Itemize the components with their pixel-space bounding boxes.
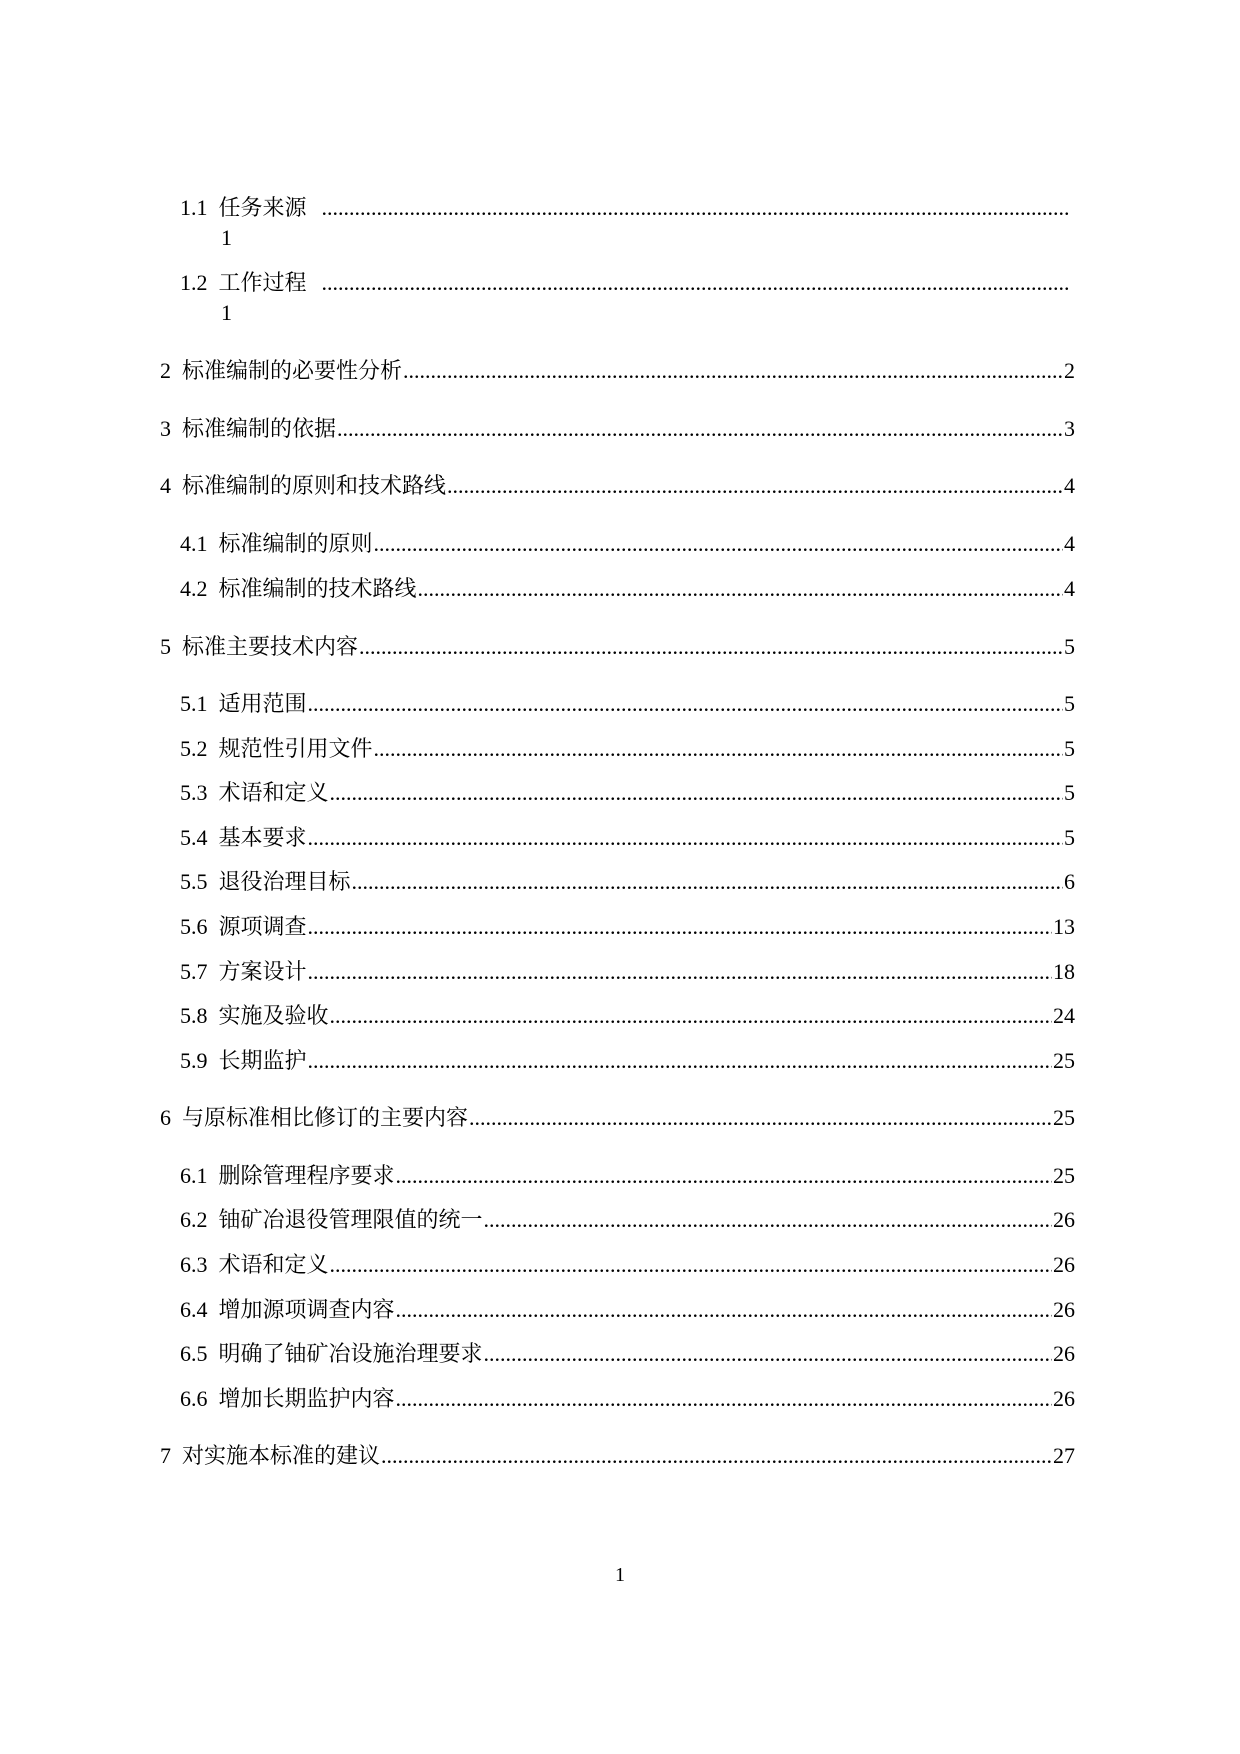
- toc-entry-title: 与原标准相比修订的主要内容: [182, 1105, 469, 1130]
- toc-entry-number: 6.1: [180, 1163, 208, 1188]
- toc-entry-page: 5: [1064, 825, 1075, 850]
- toc-entry-number: 6.2: [180, 1207, 208, 1232]
- toc-entry-5-2[interactable]: [180, 734, 1075, 764]
- toc-entry-page: 5: [1064, 780, 1075, 805]
- toc-entry-number: 5.7: [180, 959, 208, 984]
- toc-entry-6-4[interactable]: [180, 1295, 1075, 1325]
- toc-entry-number: 1.1: [180, 195, 208, 220]
- toc-entry-number: 5.4: [180, 825, 208, 850]
- toc-leader-dots: [374, 734, 1063, 764]
- toc-entry-page: 18: [1053, 959, 1075, 984]
- toc-entry-page: 5: [1064, 634, 1075, 659]
- toc-entry-4-1[interactable]: [180, 529, 1075, 559]
- toc-entry-5[interactable]: [160, 632, 1075, 662]
- toc-entry-page: 6: [1064, 869, 1075, 894]
- toc-leader-dots: [396, 1295, 1052, 1325]
- toc-entry-number: 4.2: [180, 576, 208, 601]
- toc-leader-dots: [322, 193, 1069, 223]
- toc-entry-3[interactable]: [160, 414, 1075, 444]
- toc-entry-number: 5.5: [180, 869, 208, 894]
- toc-entry-page: 26: [1053, 1341, 1075, 1366]
- toc-entry-title: 铀矿冶退役管理限值的统一: [218, 1207, 483, 1232]
- toc-entry-title: 长期监护: [218, 1048, 307, 1073]
- toc-entry-number: 5: [160, 634, 171, 659]
- toc-entry-number: 6.5: [180, 1341, 208, 1366]
- toc-entry-title: 增加长期监护内容: [218, 1386, 395, 1411]
- toc-entry-title: 删除管理程序要求: [218, 1163, 395, 1188]
- toc-entry-page: 24: [1053, 1003, 1075, 1028]
- toc-entry-page: 25: [1053, 1048, 1075, 1073]
- toc-entry-title: 方案设计: [218, 959, 307, 984]
- toc-entry-5-3[interactable]: [180, 778, 1075, 808]
- toc-leader-dots: [418, 574, 1063, 604]
- toc-entry-title: 工作过程: [218, 270, 307, 295]
- toc-entry-1-1[interactable]: [180, 193, 1070, 253]
- toc-entry-4[interactable]: [160, 471, 1075, 501]
- toc-leader-dots: [359, 632, 1063, 662]
- toc-entry-page: 26: [1053, 1252, 1075, 1277]
- toc-entry-page: 26: [1053, 1297, 1075, 1322]
- toc-entry-5-7[interactable]: [180, 957, 1075, 987]
- toc-leader-dots: [447, 471, 1063, 501]
- toc-entry-page: 25: [1053, 1163, 1075, 1188]
- toc-entry-page: 13: [1053, 914, 1075, 939]
- toc-entry-page: 4: [1064, 576, 1075, 601]
- toc-entry-page: 5: [1064, 736, 1075, 761]
- toc-entry-6[interactable]: [160, 1103, 1075, 1133]
- toc-entry-number: 6.6: [180, 1386, 208, 1411]
- toc-entry-1-2[interactable]: [180, 268, 1070, 328]
- toc-entry-page: 25: [1053, 1105, 1075, 1130]
- toc-entry-number: 4: [160, 473, 171, 498]
- toc-leader-dots: [322, 268, 1069, 298]
- toc-entry-title: 术语和定义: [218, 780, 329, 805]
- toc-leader-dots: [352, 867, 1063, 897]
- toc-entry-title: 实施及验收: [218, 1003, 329, 1028]
- toc-entry-title: 对实施本标准的建议: [182, 1443, 381, 1468]
- toc-entry-title: 规范性引用文件: [218, 736, 373, 761]
- toc-leader-dots: [484, 1205, 1052, 1235]
- toc-leader-dots: [330, 1250, 1052, 1280]
- toc-leader-dots: [330, 778, 1063, 808]
- toc-entry-title: 标准编制的技术路线: [218, 576, 417, 601]
- toc-entry-6-5[interactable]: [180, 1339, 1075, 1369]
- toc-entry-number: 6.3: [180, 1252, 208, 1277]
- toc-entry-6-3[interactable]: [180, 1250, 1075, 1280]
- toc-entry-title: 标准主要技术内容: [182, 634, 359, 659]
- toc-entry-title: 任务来源: [218, 195, 307, 220]
- toc-leader-dots: [308, 1046, 1052, 1076]
- toc-entry-page: 4: [1064, 531, 1075, 556]
- toc-entry-5-6[interactable]: [180, 912, 1075, 942]
- toc-entry-page: 3: [1064, 416, 1075, 441]
- toc-entry-number: 1.2: [180, 270, 208, 295]
- toc-leader-dots: [337, 414, 1063, 444]
- toc-leader-dots: [308, 957, 1052, 987]
- toc-entry-5-5[interactable]: [180, 867, 1075, 897]
- toc-entry-6-2[interactable]: [180, 1205, 1075, 1235]
- toc-leader-dots: [308, 823, 1063, 853]
- toc-entry-page: 4: [1064, 473, 1075, 498]
- toc-entry-2[interactable]: [160, 356, 1075, 386]
- toc-entry-number: 7: [160, 1443, 171, 1468]
- toc-entry-5-1[interactable]: [180, 689, 1075, 719]
- toc-entry-title: 术语和定义: [218, 1252, 329, 1277]
- toc-entry-5-9[interactable]: [180, 1046, 1075, 1076]
- toc-leader-dots: [396, 1384, 1052, 1414]
- toc-entry-title: 源项调查: [218, 914, 307, 939]
- toc-entry-page: 1: [221, 225, 232, 250]
- toc-entry-title: 标准编制的依据: [182, 416, 337, 441]
- toc-entry-title: 明确了铀矿冶设施治理要求: [218, 1341, 483, 1366]
- toc-entry-7[interactable]: [160, 1441, 1075, 1471]
- toc-entry-number: 6: [160, 1105, 171, 1130]
- toc-leader-dots: [484, 1339, 1052, 1369]
- toc-entry-page: 5: [1064, 691, 1075, 716]
- toc-entry-number: 4.1: [180, 531, 208, 556]
- toc-leader-dots: [330, 1001, 1052, 1031]
- toc-entry-page: 27: [1053, 1443, 1075, 1468]
- toc-entry-title: 标准编制的原则: [218, 531, 373, 556]
- toc-leader-dots: [469, 1103, 1052, 1133]
- toc-entry-5-8[interactable]: [180, 1001, 1075, 1031]
- toc-entry-number: 2: [160, 358, 171, 383]
- toc-entry-number: 5.3: [180, 780, 208, 805]
- toc-entry-page: 1: [221, 300, 232, 325]
- toc-leader-dots: [381, 1441, 1052, 1471]
- toc-entry-number: 3: [160, 416, 171, 441]
- toc-entry-title: 适用范围: [218, 691, 307, 716]
- toc-entry-number: 6.4: [180, 1297, 208, 1322]
- toc-entry-page: 26: [1053, 1207, 1075, 1232]
- toc-entry-6-1[interactable]: [180, 1161, 1075, 1191]
- toc-entry-number: 5.9: [180, 1048, 208, 1073]
- toc-entry-5-4[interactable]: [180, 823, 1075, 853]
- toc-leader-dots: [403, 356, 1063, 386]
- toc-entry-number: 5.1: [180, 691, 208, 716]
- toc-entry-page: 2: [1064, 358, 1075, 383]
- toc-leader-dots: [374, 529, 1063, 559]
- toc-entry-title: 基本要求: [218, 825, 307, 850]
- toc-leader-dots: [308, 912, 1052, 942]
- toc-entry-title: 增加源项调查内容: [218, 1297, 395, 1322]
- toc-entry-number: 5.6: [180, 914, 208, 939]
- toc-entry-4-2[interactable]: [180, 574, 1075, 604]
- page-number: 1: [615, 1564, 625, 1586]
- toc-entry-number: 5.2: [180, 736, 208, 761]
- toc-entry-number: 5.8: [180, 1003, 208, 1028]
- toc-entry-page: 26: [1053, 1386, 1075, 1411]
- toc-leader-dots: [308, 689, 1063, 719]
- toc-entry-title: 退役治理目标: [218, 869, 351, 894]
- toc-entry-title: 标准编制的必要性分析: [182, 358, 403, 383]
- toc-entry-6-6[interactable]: [180, 1384, 1075, 1414]
- toc-leader-dots: [396, 1161, 1052, 1191]
- toc-entry-title: 标准编制的原则和技术路线: [182, 473, 447, 498]
